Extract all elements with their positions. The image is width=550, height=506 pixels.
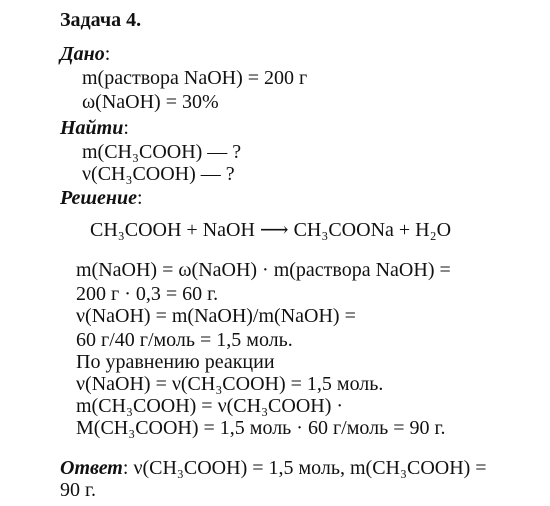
given-line-1: m(раствора NaOH) = 200 г	[82, 67, 308, 89]
find-line-1: m(CH₃COOH) — ?	[82, 141, 242, 163]
solution-line-6: ν(NaOH) = ν(CH₃COOH) = 1,5 моль.	[76, 373, 384, 395]
answer-line-1	[60, 456, 487, 480]
solution-line-1: m(NaOH) = ω(NaOH) · m(раствора NaOH) =	[76, 259, 451, 281]
problem-title: Задача 4.	[60, 9, 142, 31]
given-colon: :	[104, 43, 111, 65]
solution-colon: :	[137, 187, 143, 209]
find-label: Найти	[60, 117, 124, 139]
find-colon: :	[123, 117, 129, 139]
find-heading	[60, 116, 129, 140]
solution-label: Решение	[60, 187, 138, 209]
answer-label: Ответ	[60, 457, 123, 479]
solution-line-7: m(CH₃COOH) = ν(CH₃COOH) ·	[76, 395, 344, 417]
answer-line-2: 90 г.	[60, 479, 96, 501]
given-heading	[60, 42, 110, 66]
given-line-2: ω(NaOH) = 30%	[82, 91, 219, 113]
solution-line-3: ν(NaOH) = m(NaOH)/m(NaOH) =	[76, 305, 356, 327]
answer-colon: :	[122, 457, 129, 479]
solution-line-2: 200 г · 0,3 = 60 г.	[76, 283, 219, 305]
solution-heading	[60, 186, 143, 210]
solution-line-8: M(CH₃COOH) = 1,5 моль · 60 г/моль = 90 г.	[76, 417, 446, 439]
given-label: Дано	[60, 43, 105, 65]
reaction-equation: CH₃COOH + NaOH ⟶ CH₃COONa + H₂O	[90, 219, 452, 241]
find-line-2: ν(CH₃COOH) — ?	[82, 163, 235, 185]
solution-line-5: По уравнению реакции	[76, 351, 275, 373]
answer-text-1: ν(CH₃COOH) = 1,5 моль, m(CH₃COOH) =	[133, 457, 487, 479]
solution-line-4: 60 г/40 г/моль = 1,5 моль.	[76, 329, 293, 351]
